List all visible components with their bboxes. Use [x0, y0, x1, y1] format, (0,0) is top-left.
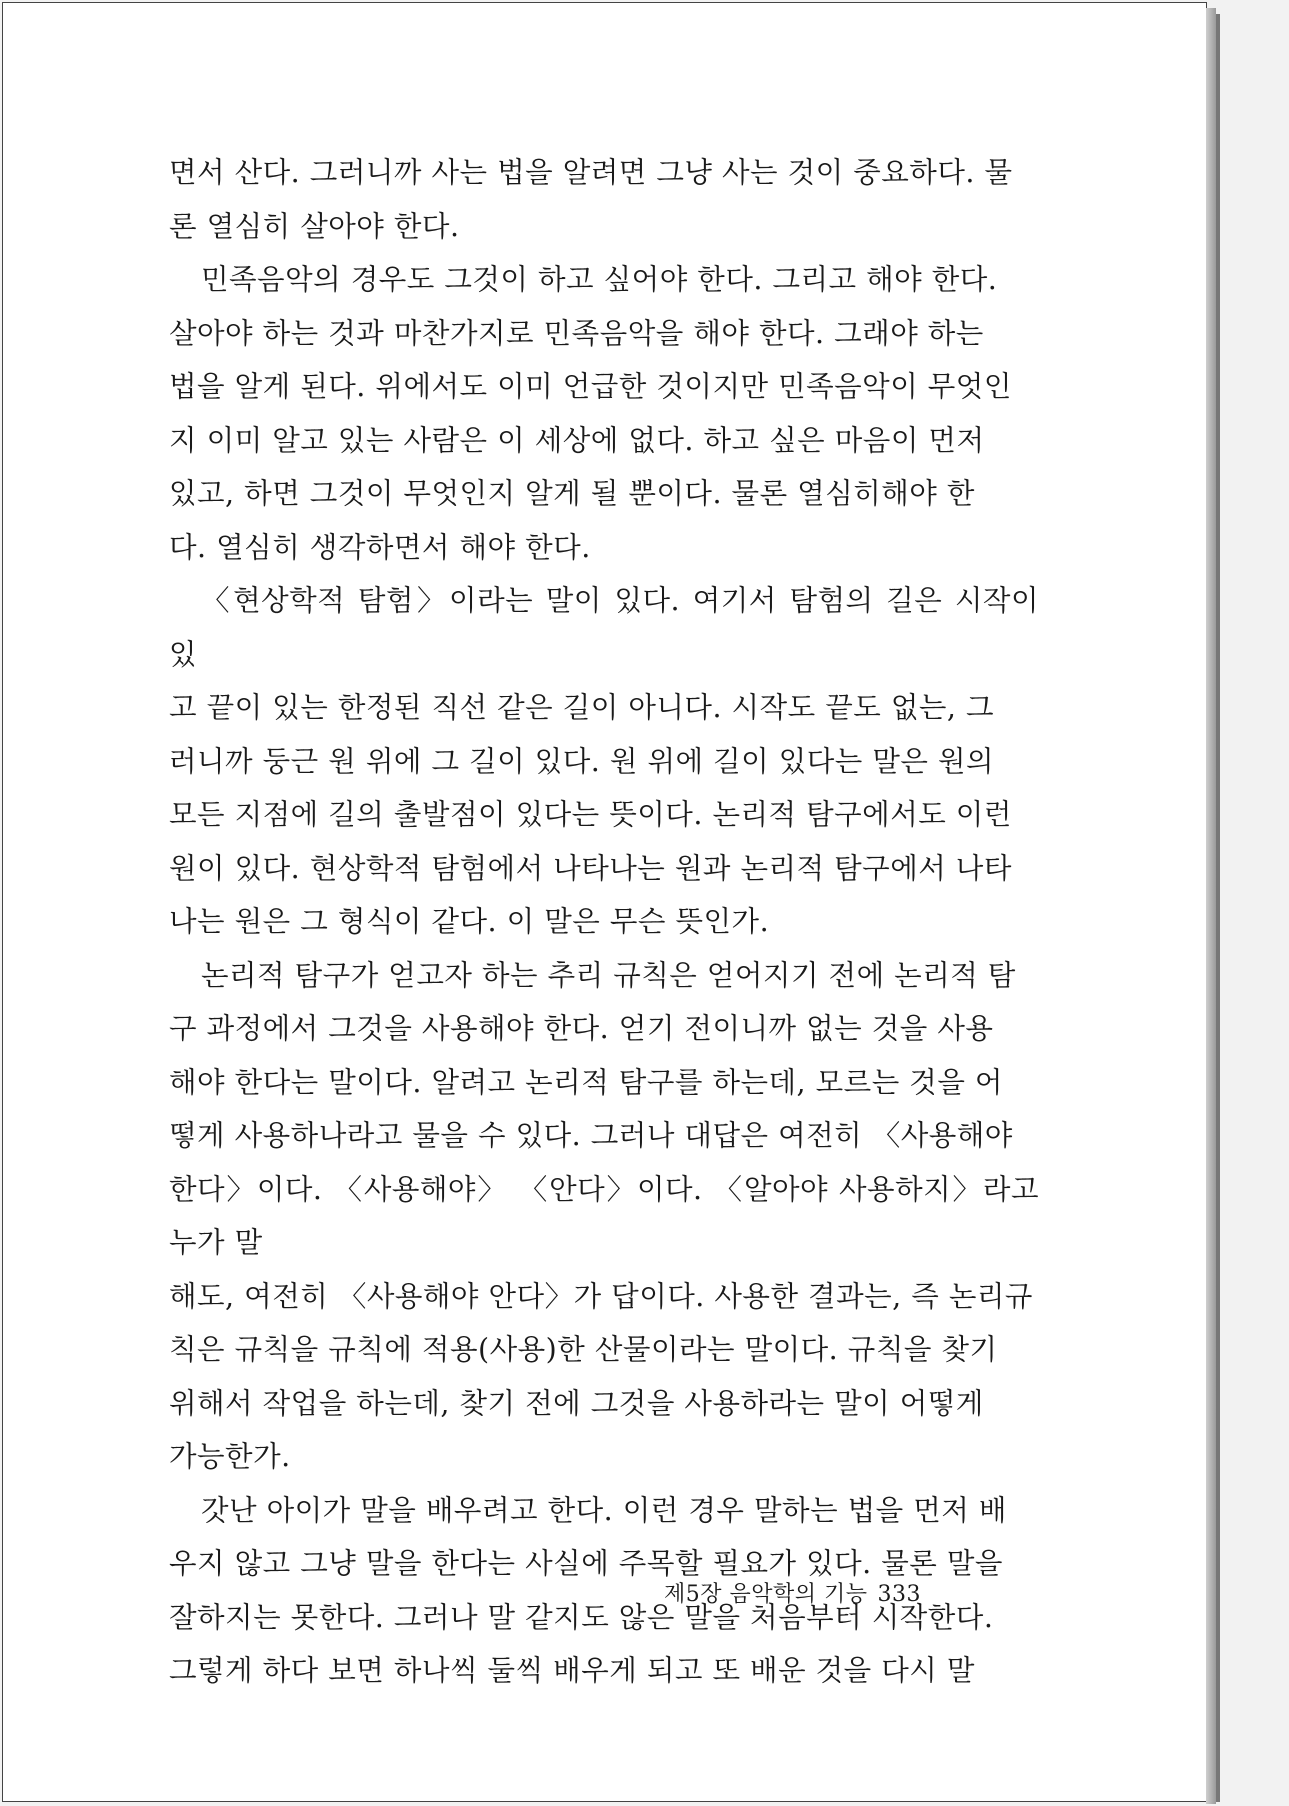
page-edge — [1206, 8, 1216, 1804]
chapter-title: 제5장 음악학의 기능 — [664, 1582, 868, 1607]
paragraph-4: 논리적 탐구가 얻고자 하는 추리 규칙은 얻어지기 전에 논리적 탐 구 과정에서 그것을 사용해야 한다. 얻기 전이니까 없는 것을 사용 해야 한다는 말이다. 알려고 논리적 탐구를 하는데, 모르는 것을 어 떻게 사용하나라고 물을 수 있다. 그러나 대답은 여전히 〈사용해야 한다〉이다. 〈사용해야〉 〈안다〉이다. 〈알아야 사용하지〉라고 누가 말 해도, 여전히 〈사용해야 안다〉가 답이다. 사용한 결과는, 즉 논리규 칙은 규칙을 규칙에 적용(사용)한 산물이라는 말이다. 규칙을 찾기 위해서 작업을 하는데, 찾기 전에 그것을 사용하라는 말이 어떻게 가능한가. — [169, 958, 1039, 1473]
paragraph-5: 갓난 아이가 말을 배우려고 한다. 이런 경우 말하는 법을 먼저 배 우지 않고 그냥 말을 한다는 사실에 주목할 필요가 있다. 물론 말을 잘하지는 못한다. 그러나 말 같지도 않은 말을 처음부터 시작한다. 그렇게 하다 보면 하나씩 둘씩 배우게 되고 또 배운 것을 다시 말 — [169, 1493, 1007, 1687]
page-edge-shadow — [1216, 14, 1220, 1802]
paragraph-3: 〈현상학적 탐험〉이라는 말이 있다. 여기서 탐험의 길은 시작이 있 고 끝이 있는 한정된 직선 같은 길이 아니다. 시작도 끝도 없는, 그 러니까 둥근 원 위에 그 길이 있다. 원 위에 길이 있다는 말은 원의 모든 지점에 길의 출발점이 있다는 뜻이다. 논리적 탐구에서도 이런 원이 있다. 현상학적 탐험에서 나타나는 원과 논리적 탐구에서 나타 나는 원은 그 형식이 같다. 이 말은 무슨 뜻인가. — [169, 584, 1039, 938]
running-footer — [664, 1577, 921, 1608]
paragraph-1: 면서 산다. 그러니까 사는 법을 알려면 그냥 사는 것이 중요하다. 물 론 열심히 살아야 한다. — [169, 156, 1013, 243]
body-text — [169, 146, 1039, 1698]
book-page — [2, 2, 1207, 1802]
paragraph-2: 민족음악의 경우도 그것이 하고 싶어야 한다. 그리고 해야 한다. 살아야 하는 것과 마찬가지로 민족음악을 해야 한다. 그래야 하는 법을 알게 된다. 위에서도 이미 언급한 것이지만 민족음악이 무엇인 지 이미 알고 있는 사람은 이 세상에 없다. 하고 싶은 마음이 먼저 있고, 하면 그것이 무엇인지 알게 될 뿐이다. 물론 열심히해야 한 다. 열심히 생각하면서 해야 한다. — [169, 263, 1012, 564]
page-number: 333 — [877, 1582, 921, 1607]
